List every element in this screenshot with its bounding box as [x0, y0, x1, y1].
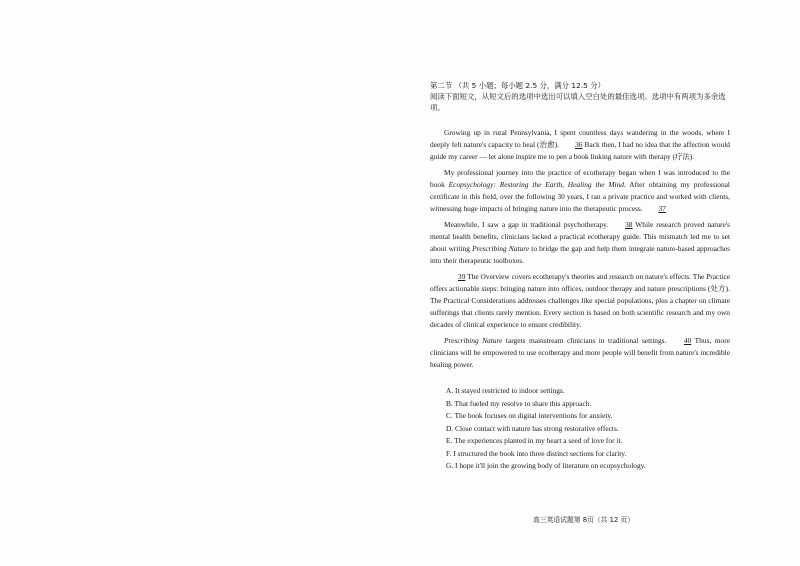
options-list [446, 385, 730, 473]
section-instructions: 阅读下面短文，从短文后的选项中选出可以填入空白处的最佳选项。选项中有两项为多余选项。 [430, 92, 726, 112]
book-title-prescribing-nature: Prescribing Nature [472, 244, 530, 253]
p3-text-a: Meanwhile, I saw a gap in traditional psychotherapy. [444, 220, 612, 229]
blank-40: 40 [683, 336, 692, 345]
p3-text-c: to bridge the gap and help them integrate nature-based approaches into their therapeutic toolboxes. [430, 244, 730, 265]
option-b: B. That fueled my resolve to share this approach. [446, 398, 592, 408]
blank-36: 36 [575, 140, 583, 149]
option-a: A. It stayed restricted to indoor settings. [446, 386, 565, 395]
page-footer: 高三英语试题第 8页（共 12 页） [533, 516, 635, 524]
paragraph-1 [430, 127, 730, 163]
blank-39: 39 [458, 272, 466, 281]
paragraph-5 [430, 335, 730, 371]
p5-text-a: targets mainstream clinicians in traditional settings. [502, 336, 670, 345]
paragraph-3 [430, 219, 730, 267]
paragraph-4 [430, 271, 730, 331]
paragraph-2 [430, 167, 730, 215]
p5-text-b: Thus, more clinicians will be empowered to use ecotherapy and more people will benefit from nature's incredible healing power. [430, 336, 730, 369]
option-d: D. Close contact with nature has strong restorative effects. [446, 423, 619, 433]
option-c: C. The book focuses on digital interventions for anxiety. [446, 411, 613, 420]
option-g: G. I hope it'll join the growing body of literature on ecopsychology. [446, 461, 646, 470]
p4-text-a: The Overview covers ecotherapy's theories and research on nature's effects. The Practice offers actionable steps: bringing nature into offices, outdoor therapy and nature prescriptions (处方). The Practical Considerations addresses challenges like special populations, plus a chapter on climate sufferings that clients rarely mention. Every section is based on both scientific research and my own decades of clinical experience to ensure credibility. [430, 272, 730, 329]
blank-37: 37 [658, 204, 666, 213]
p3-text-b: While research proved nature's mental health benefits, clinicians lacked a practical ecotherapy guide. This mismatch led me to set about writing [430, 220, 730, 253]
blank-38: 38 [625, 220, 633, 229]
section-heading: 第二节 （共 5 小题；每小题 2.5 分，满分 12.5 分） [430, 81, 605, 90]
option-e: E. The experiences planted in my heart a seed of love for it. [446, 436, 623, 445]
p2-text-b: After obtaining my professional certificate in this field, over the following 30 years, I ran a private practice and worked with clients, witnessing huge impacts of bringing nature into the therapeutic process. [430, 180, 730, 213]
p2-text-a: My professional journey into the practice of ecotherapy began when I was introduced to the book [430, 168, 730, 189]
p1-text-a: Growing up in rural Pennsylvania, I spent countless days wandering in the woods, where I deeply felt nature's capacity to heal (治愈). [430, 128, 730, 149]
book-title-prescribing-nature-2: Prescribing Nature [444, 336, 503, 345]
book-title-ecopsychology: Ecopsychology: Restoring the Earth, Healing the Mind. [448, 180, 626, 189]
option-f: F. I structured the book into three distinct sections for clarity. [446, 448, 627, 458]
reading-section [430, 80, 730, 473]
p1-text-b: Back then, I had no idea that the affection would guide my career — let alone inspire me to pen a book linking nature with therapy (疗法). [430, 140, 730, 161]
